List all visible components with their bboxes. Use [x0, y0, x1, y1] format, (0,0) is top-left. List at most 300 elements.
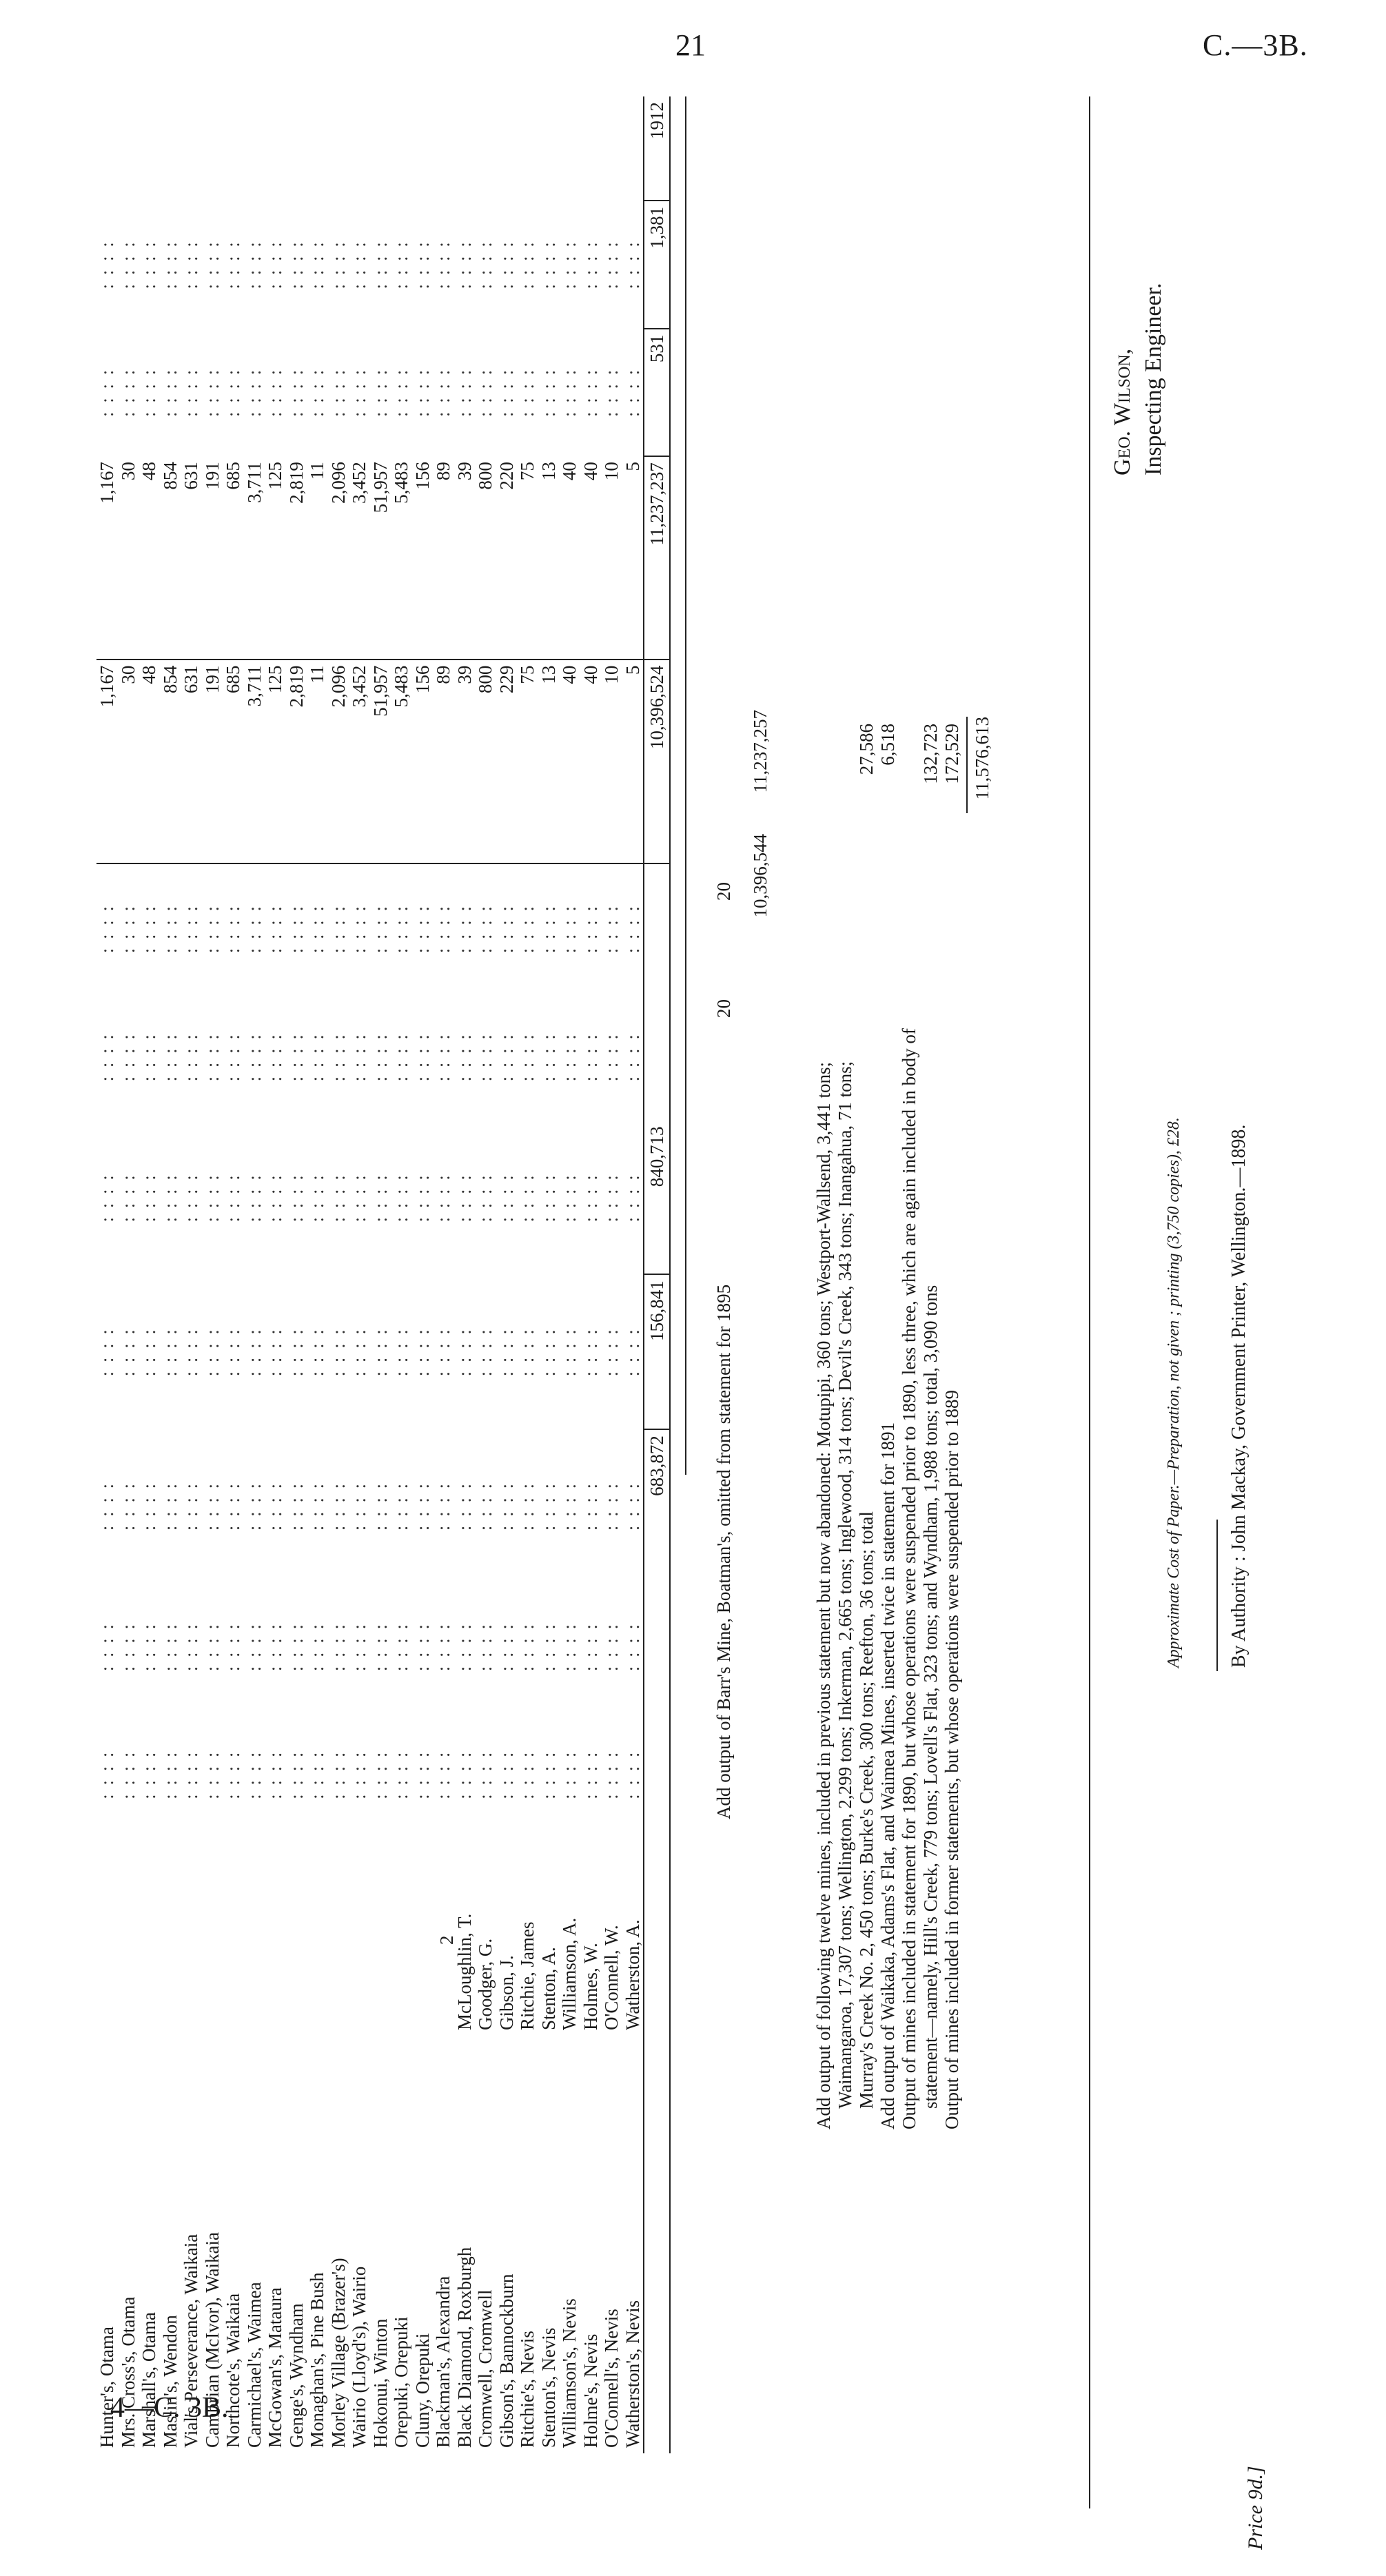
output-value: 89 [433, 660, 454, 864]
dot-leader: : : : : [181, 1032, 202, 1082]
dot-leader: : : : : [117, 1032, 139, 1082]
dot-leader: : : : : [201, 904, 223, 954]
mine-row [517, 96, 538, 2453]
dot-leader: : : : : [517, 1327, 538, 1377]
dot-leader: : : : : [475, 1481, 496, 1531]
dot-leader: : : : : [622, 1032, 643, 1082]
dot-leader: : : : : [369, 1032, 391, 1082]
dot-leader: : : : : [601, 1173, 622, 1223]
output-value: 51,957 [370, 660, 391, 864]
dot-leader: : : : : [201, 1750, 223, 1799]
dot-leader: : : : : [391, 1481, 412, 1531]
dot-leader: : : : : [265, 240, 286, 289]
dot-leader: : : : : [201, 1327, 223, 1377]
dot-leader: : : : : [369, 1327, 391, 1377]
total-cell: 840,713 [644, 1121, 670, 1275]
dot-leader: : : : : [139, 1032, 160, 1082]
dot-leader: : : : : [285, 1327, 307, 1377]
dot-leader: : : : : [411, 1327, 433, 1377]
dot-leader: : : : : [159, 1327, 181, 1377]
dot-leader: : : : : [559, 1750, 580, 1799]
output-value: 39 [454, 660, 476, 864]
dot-leader: : : : : [327, 1173, 349, 1223]
dot-leader: : : : : [349, 1481, 370, 1531]
dot-leader: : : : : [285, 1750, 307, 1799]
dot-leader: : : : : [496, 1327, 517, 1377]
output-value: 631 [181, 660, 202, 864]
mine-owner [118, 1839, 139, 2036]
dot-leader: : : : : [559, 1327, 580, 1377]
output-value: 229 [496, 660, 518, 864]
dot-leader: : : : : [265, 1481, 286, 1531]
total-value: 51,957 [370, 456, 391, 660]
mine-name: Williamson's, Nevis [559, 2298, 580, 2448]
mine-owner [349, 1839, 370, 2036]
mine-row [622, 96, 644, 2453]
mine-name: Marshall's, Otama [139, 2312, 160, 2448]
dot-leader: : : : : [559, 904, 580, 954]
total-value: 3,711 [244, 456, 265, 660]
dot-leader: : : : : [96, 367, 118, 418]
dot-leader: : : : : [181, 904, 202, 954]
dot-leader: : : : : [117, 240, 139, 289]
dot-leader: : : : : [265, 1327, 286, 1377]
dot-leader: : : : : [559, 240, 580, 289]
dot-leader: : : : : [580, 1750, 601, 1799]
dot-leader: : : : : [411, 367, 433, 418]
dot-leader: : : : : [265, 1622, 286, 1672]
output-value: 2,096 [328, 660, 349, 864]
mine-owner [160, 1839, 181, 2036]
dot-leader: : : : : [559, 1481, 580, 1531]
dot-leader: : : : : [433, 1173, 454, 1223]
dot-leader: : : : : [181, 1622, 202, 1672]
total-value: 854 [160, 456, 181, 660]
dot-leader: : : : : [517, 1173, 538, 1223]
output-value: 5 [622, 660, 644, 864]
mine-row [580, 96, 602, 2453]
output-value: 30 [118, 660, 139, 864]
empty-cell [644, 863, 670, 993]
footnote-marker: 2 [436, 1935, 457, 1945]
dot-leader: : : : : [538, 904, 559, 954]
dot-leader: : : : : [580, 1173, 601, 1223]
mine-row [286, 96, 307, 2453]
output-value: 2,819 [286, 660, 307, 864]
dot-leader: : : : : [96, 1622, 118, 1672]
note-abandoned-line-2: Waimangaroa, 17,307 tons; Wellington, 2,299 tons; Inkerman, 2,665 tons; Inglewood, 314 tons; Devil's Creek, 343 tons; Inangahua, 71 tons; [835, 1061, 855, 2109]
coal-mines-table [96, 96, 671, 2453]
total-value: 631 [181, 456, 202, 660]
mine-row [496, 96, 518, 2453]
dot-leader: : : : : [117, 1173, 139, 1223]
totals-rule [685, 96, 686, 1475]
dot-leader: : : : : [453, 1750, 475, 1799]
dot-leader: : : : : [265, 1032, 286, 1082]
dot-leader: : : : : [117, 367, 139, 418]
dot-leader: : : : : [517, 1622, 538, 1672]
dot-leader: : : : : [622, 240, 643, 289]
mine-row [412, 96, 434, 2453]
dot-leader: : : : : [181, 367, 202, 418]
note-duplicate-value: 6,518 [877, 724, 898, 766]
authority-line: By Authority : John Mackay, Government Printer, Wellington.—1898. [1228, 1124, 1250, 1668]
mine-row [559, 96, 580, 2453]
total-value: 125 [265, 456, 286, 660]
total-value: 39 [454, 456, 476, 660]
total-cell: 156,841 [644, 1274, 670, 1429]
rotated-table-region [90, 96, 1089, 2453]
note-former-value: 172,529 [941, 724, 962, 784]
output-value: 5,483 [391, 660, 412, 864]
mine-row [328, 96, 349, 2453]
dot-leader: : : : : [139, 904, 160, 954]
output-value: 156 [412, 660, 434, 864]
dot-leader: : : : : [223, 904, 244, 954]
dot-leader: : : : : [601, 904, 622, 954]
dot-leader: : : : : [181, 1481, 202, 1531]
grand-total-rule [966, 717, 968, 813]
dot-leader: : : : : [117, 1327, 139, 1377]
dot-leader: : : : : [391, 904, 412, 954]
output-value: 125 [265, 660, 286, 864]
mine-name: Carmichael's, Waimea [243, 2282, 265, 2448]
mine-row [538, 96, 560, 2453]
mine-row [307, 96, 328, 2453]
dot-leader: : : : : [117, 1750, 139, 1799]
dot-leader: : : : : [601, 1481, 622, 1531]
dot-leader: : : : : [475, 1173, 496, 1223]
dot-leader: : : : : [243, 1173, 265, 1223]
dot-leader: : : : : [349, 904, 370, 954]
dot-leader: : : : : [496, 1032, 517, 1082]
mine-name: Holme's, Nevis [580, 2333, 601, 2448]
dot-leader: : : : : [601, 240, 622, 289]
dot-leader: : : : : [559, 1032, 580, 1082]
dot-leader: : : : : [580, 1327, 601, 1377]
dot-leader: : : : : [139, 1481, 160, 1531]
mine-row [433, 96, 454, 2453]
mine-owner: Holmes, W. [580, 1943, 601, 2030]
dot-leader: : : : : [139, 1173, 160, 1223]
total-value: 75 [517, 456, 538, 660]
dot-leader: : : : : [433, 904, 454, 954]
total-value: 156 [412, 456, 434, 660]
mine-name: Gibson's, Bannockburn [496, 2273, 517, 2448]
dot-leader: : : : : [475, 240, 496, 289]
mine-name: O'Connell's, Nevis [601, 2309, 622, 2448]
dot-leader: : : : : [580, 904, 601, 954]
mine-row [475, 96, 496, 2453]
dot-leader: : : : : [538, 1032, 559, 1082]
dot-leader: : : : : [223, 1327, 244, 1377]
dot-leader: : : : : [117, 1481, 139, 1531]
mine-row [160, 96, 181, 2453]
dot-leader: : : : : [453, 1481, 475, 1531]
dot-leader: : : : : [349, 240, 370, 289]
dot-leader: : : : : [349, 1622, 370, 1672]
dot-leader: : : : : [327, 367, 349, 418]
page-number: 21 [675, 28, 706, 62]
dot-leader: : : : : [433, 367, 454, 418]
mine-rows [96, 96, 670, 2453]
output-value: 13 [538, 660, 560, 864]
dot-leader: : : : : [453, 240, 475, 289]
subtotal-b: 11,237,257 [750, 710, 771, 793]
dot-leader: : : : : [201, 240, 223, 289]
dot-leader: : : : : [538, 1173, 559, 1223]
output-value: 40 [580, 660, 602, 864]
dot-leader: : : : : [139, 367, 160, 418]
dot-leader: : : : : [559, 1622, 580, 1672]
dot-leader: : : : : [349, 1173, 370, 1223]
output-value: 11 [307, 660, 328, 864]
output-value: 75 [517, 660, 538, 864]
total-cell: 531 [644, 329, 670, 457]
mine-owner [328, 1839, 349, 2036]
mine-owner [202, 1839, 223, 2036]
output-value: 800 [475, 660, 496, 864]
document-reference: C.—3B. [1203, 28, 1308, 62]
dot-leader: : : : : [223, 367, 244, 418]
mine-owner [265, 1839, 286, 2036]
mine-name: Cambrian (McIvor), Waikaia [201, 2232, 223, 2448]
dot-leader: : : : : [517, 1481, 538, 1531]
dot-leader: : : : : [580, 240, 601, 289]
dot-leader: : : : : [243, 1327, 265, 1377]
mine-row [244, 96, 265, 2453]
dot-leader: : : : : [159, 1750, 181, 1799]
dot-leader: : : : : [391, 1622, 412, 1672]
total-value: 11 [307, 456, 328, 660]
dot-leader: : : : : [201, 1032, 223, 1082]
authority-rule [1216, 1520, 1218, 1671]
dot-leader: : : : : [96, 1750, 118, 1799]
output-value: 40 [559, 660, 580, 864]
dot-leader: : : : : [433, 240, 454, 289]
mine-row [391, 96, 412, 2453]
dot-leader: : : : : [307, 1481, 328, 1531]
note-suspended-value: 132,723 [920, 724, 941, 784]
mine-row [601, 96, 622, 2453]
total-value: 40 [580, 456, 602, 660]
dot-leader: : : : : [96, 1032, 118, 1082]
dot-leader: : : : : [369, 1622, 391, 1672]
output-value: 191 [202, 660, 223, 864]
dot-leader: : : : : [559, 367, 580, 418]
dot-leader: : : : : [369, 367, 391, 418]
dot-leader: : : : : [307, 240, 328, 289]
dot-leader: : : : : [285, 1481, 307, 1531]
mine-name: Blackman's, Alexandra [433, 2276, 454, 2448]
dot-leader: : : : : [391, 240, 412, 289]
dot-leader: : : : : [369, 1750, 391, 1799]
dot-leader: : : : : [327, 1622, 349, 1672]
dot-leader: : : : : [580, 367, 601, 418]
dot-leader: : : : : [517, 1750, 538, 1799]
dot-leader: : : : : [453, 367, 475, 418]
total-cell: 10,396,524 [644, 660, 670, 864]
mine-owner: O'Connell, W. [601, 1925, 622, 2030]
dot-leader: : : : : [243, 367, 265, 418]
mine-row [118, 96, 139, 2453]
dot-leader: : : : : [223, 1622, 244, 1672]
dot-leader: : : : : [349, 367, 370, 418]
dot-leader: : : : : [265, 367, 286, 418]
dot-leader: : : : : [453, 1173, 475, 1223]
dot-leader: : : : : [285, 904, 307, 954]
dot-leader: : : : : [243, 1032, 265, 1082]
barr-value-a: 20 [713, 999, 734, 1018]
dot-leader: : : : : [475, 1622, 496, 1672]
dot-leader: : : : : [622, 1750, 643, 1799]
dot-leader: : : : : [433, 1481, 454, 1531]
dot-leader: : : : : [307, 1173, 328, 1223]
total-value: 5,483 [391, 456, 412, 660]
dot-leader: : : : : [96, 1173, 118, 1223]
dot-leader: : : : : [496, 1481, 517, 1531]
dot-leader: : : : : [349, 1750, 370, 1799]
mine-name: Genge's, Wyndham [285, 2303, 307, 2448]
dot-leader: : : : : [433, 1750, 454, 1799]
totals-row [644, 96, 670, 2453]
dot-leader: : : : : [117, 904, 139, 954]
output-value: 10 [601, 660, 622, 864]
dot-leader: : : : : [327, 1750, 349, 1799]
total-cell: 683,872 [644, 1429, 670, 1583]
dot-leader: : : : : [496, 904, 517, 954]
margin-rule [1089, 96, 1090, 2508]
dot-leader: : : : : [453, 1622, 475, 1672]
mine-name: Wairio (Lloyd's), Wairio [349, 2266, 370, 2448]
dot-leader: : : : : [369, 1481, 391, 1531]
dot-leader: : : : : [96, 904, 118, 954]
mine-owner [244, 1839, 265, 2036]
dot-leader: : : : : [223, 1173, 244, 1223]
note-abandoned-line-1: Add output of following twelve mines, included in previous statement but now abandoned: Motupipi, 360 tons; Westport-Wallsend, 3,441 tons; [813, 1062, 834, 2129]
barr-note: Add output of Barr's Mine, Boatman's, omitted from statement for 1895 [713, 1284, 734, 1819]
dot-leader: : : : : [327, 1032, 349, 1082]
dot-leader: : : : : [411, 1622, 433, 1672]
dot-leader: : : : : [265, 1173, 286, 1223]
dot-leader: : : : : [601, 367, 622, 418]
total-cell: 11,237,237 [644, 456, 670, 660]
dot-leader: : : : : [601, 1622, 622, 1672]
dot-leader: : : : : [159, 904, 181, 954]
dot-leader: : : : : [433, 1622, 454, 1672]
total-value: 800 [475, 456, 496, 660]
dot-leader: : : : : [139, 240, 160, 289]
dot-leader: : : : : [159, 1032, 181, 1082]
mine-owner [412, 1839, 434, 2036]
dot-leader: : : : : [327, 904, 349, 954]
total-value: 685 [223, 456, 244, 660]
subtotal-a: 10,396,544 [750, 834, 771, 918]
output-value: 3,452 [349, 660, 370, 864]
output-value: 48 [139, 660, 160, 864]
price-label: Price 9d.] [1244, 2466, 1267, 2550]
mine-owner [307, 1839, 328, 2036]
mine-row [181, 96, 202, 2453]
mine-name: McGowan's, Mataura [265, 2287, 286, 2448]
dot-leader: : : : : [369, 240, 391, 289]
dot-leader: : : : : [307, 367, 328, 418]
empty-cell [644, 1839, 670, 2036]
total-cell: 1912 [644, 96, 670, 201]
dot-leader: : : : : [622, 1327, 643, 1377]
dot-leader: : : : : [159, 367, 181, 418]
mine-owner [286, 1839, 307, 2036]
empty-cell [644, 1583, 670, 1711]
dot-leader: : : : : [538, 1481, 559, 1531]
mine-name: Ritchie's, Nevis [517, 2331, 538, 2448]
dot-leader: : : : : [391, 367, 412, 418]
dot-leader: : : : : [517, 367, 538, 418]
total-value: 1,167 [96, 456, 118, 660]
total-value: 48 [139, 456, 160, 660]
dot-leader: : : : : [223, 1750, 244, 1799]
mine-name: Monaghan's, Pine Bush [307, 2272, 328, 2448]
mine-row [370, 96, 391, 2453]
mine-owner: Stenton, A. [538, 1947, 559, 2030]
mine-name: Morley Village (Brazer's) [327, 2258, 349, 2448]
dot-leader: : : : : [391, 1327, 412, 1377]
mine-owner [181, 1839, 202, 2036]
note-abandoned-value: 27,586 [856, 724, 877, 775]
dot-leader: : : : : [201, 1173, 223, 1223]
dot-leader: : : : : [496, 1173, 517, 1223]
mine-row [202, 96, 223, 2453]
dot-leader: : : : : [580, 1622, 601, 1672]
mine-owner: Goodger, G. [475, 1938, 496, 2030]
dot-leader: : : : : [622, 1173, 643, 1223]
dot-leader: : : : : [475, 1750, 496, 1799]
dot-leader: : : : : [159, 240, 181, 289]
dot-leader: : : : : [223, 1032, 244, 1082]
output-value: 3,711 [244, 660, 265, 864]
dot-leader: : : : : [391, 1750, 412, 1799]
mine-owner [223, 1839, 244, 2036]
dot-leader: : : : : [475, 367, 496, 418]
dot-leader: : : : : [580, 1481, 601, 1531]
total-value: 2,096 [328, 456, 349, 660]
note-former-line: Output of mines included in former statements, but whose operations were suspended prior to 1889 [941, 1389, 962, 2129]
dot-leader: : : : : [496, 367, 517, 418]
dot-leader: : : : : [285, 240, 307, 289]
mine-row [349, 96, 370, 2453]
dot-leader: : : : : [601, 1032, 622, 1082]
dot-leader: : : : : [453, 1327, 475, 1377]
total-value: 2,819 [286, 456, 307, 660]
dot-leader: : : : : [285, 1173, 307, 1223]
total-value: 89 [433, 456, 454, 660]
mine-name: Cluny, Orepuki [411, 2333, 433, 2448]
dot-leader: : : : : [411, 1032, 433, 1082]
dot-leader: : : : : [285, 1622, 307, 1672]
mine-owner [370, 1839, 391, 2036]
dot-leader: : : : : [139, 1750, 160, 1799]
total-value: 13 [538, 456, 560, 660]
dot-leader: : : : : [391, 1032, 412, 1082]
total-value: 5 [622, 456, 644, 660]
landscape-table-page [90, 96, 1089, 2453]
dot-leader: : : : : [622, 904, 643, 954]
dot-leader: : : : : [433, 1327, 454, 1377]
dot-leader: : : : : [201, 1622, 223, 1672]
dot-leader: : : : : [139, 1327, 160, 1377]
dot-leader: : : : : [517, 240, 538, 289]
total-value: 191 [202, 456, 223, 660]
